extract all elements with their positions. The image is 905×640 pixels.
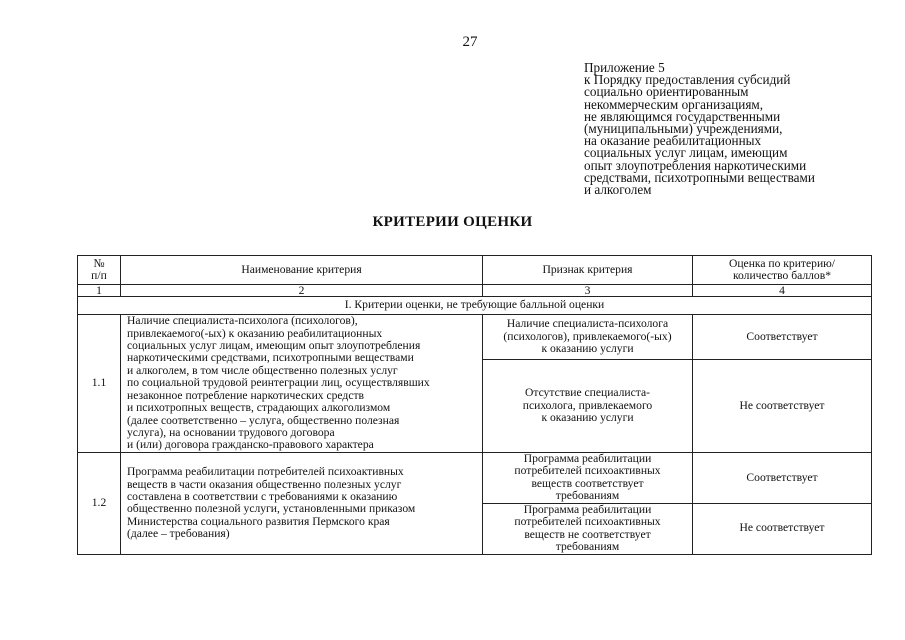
criterion-score: Не соответствует [693,503,872,554]
appendix-line: не являющимся государственными [584,108,781,124]
column-index: 3 [483,285,693,297]
criterion-sign-line: веществ не соответствует [524,527,651,541]
criterion-name-line: (далее соответственно – услуга, общественно полезная [127,413,400,427]
header-criterion-sign: Признак критерия [483,256,693,285]
criterion-sign-line: к оказанию услуги [541,342,634,356]
row-number: 1.2 [78,453,121,555]
criterion-name-line: и психотропных веществ, страдающих алкоголизмом [127,401,391,415]
section-title: I. Критерии оценки, не требующие балльной оценки [78,297,872,315]
criterion-sign-line: потребителей психоактивных [514,515,661,529]
criterion-name-line: социальных услуг лицам, имеющим опыт злоупотребления [127,339,421,353]
header-criterion-name: Наименование критерия [121,256,483,285]
appendix-line: Приложение 5 [584,60,665,75]
appendix-line: опыт злоупотребления наркотическими [584,157,807,173]
criterion-sign [483,503,693,554]
criterion-name [121,453,483,555]
section-row [78,297,872,315]
criterion-sign-line: веществ соответствует [531,476,644,490]
row-number: 1.1 [78,315,121,453]
criterion-name-line: (далее – требования) [127,527,230,541]
appendix-line: средствами, психотропными веществами [584,169,815,185]
header-number-line: п/п [91,269,107,282]
criterion-name-line: и (или) договора гражданско-правового характера [127,438,374,452]
appendix-line: социальных услуг лицам, имеющим [584,145,788,161]
table-row [78,315,872,360]
header-score-line: количество баллов* [732,269,832,282]
appendix-line: к Порядку предоставления субсидий [584,72,791,88]
criterion-name-line: и алкоголем, в том числе общественно полезных услуг [127,363,398,377]
criterion-score: Не соответствует [693,360,872,453]
criterion-name-line: Программа реабилитации потребителей психоактивных [127,465,404,479]
appendix-block [584,62,884,196]
appendix-line: некоммерческим организациям, [584,96,764,112]
criterion-sign-line: к оказанию услуги [541,411,634,425]
criterion-sign-line: Наличие специалиста-психолога [506,317,669,331]
criterion-sign-line: Программа реабилитации [523,452,652,465]
header-score-line: Оценка по критерию/ [728,256,836,270]
header-score [693,256,872,285]
document-title: КРИТЕРИИ ОЦЕНКИ [372,214,533,230]
criterion-name-line: наркотическими средствами, психотропными веществами [127,351,414,365]
appendix-line: социально ориентированным [584,84,749,100]
criterion-sign-line: потребителей психоактивных [514,464,661,478]
criterion-name-line: по социальной трудовой реинтеграции лиц, осуществлявших [127,376,430,390]
criteria-table [77,255,872,555]
column-index: 2 [121,285,483,297]
header-number-line: № [93,256,105,270]
appendix-line: и алкоголем [584,182,652,198]
criterion-name-line: составлена в соответствии с требованиями к оказанию [127,489,398,503]
column-index: 4 [693,285,872,297]
criterion-name-line: привлекаемого(-ых) к оказанию реабилитационных [127,326,383,340]
header-number [78,256,121,285]
criterion-sign-line: требованиям [555,540,620,554]
criterion-sign-line: (психологов), привлекаемого(-ых) [503,329,672,343]
criterion-name-line: услуга), на основании трудового договора [127,425,335,439]
criterion-name-line: незаконное потребление наркотических средств [127,388,365,402]
column-index: 1 [78,285,121,297]
table-header-row [78,256,872,285]
criterion-name [121,315,483,453]
criterion-name-line: Министерства социального развития Пермского края [127,514,390,528]
criterion-sign [483,360,693,453]
appendix-line: на оказание реабилитационных [584,133,762,149]
column-index-row [78,285,872,297]
criterion-sign-line: Отсутствие специалиста- [524,386,651,400]
criterion-score: Соответствует [693,453,872,504]
appendix-line: (муниципальными) учреждениями, [584,121,783,137]
criterion-sign [483,315,693,360]
criterion-sign [483,453,693,504]
page-number: 27 [462,34,478,50]
criterion-name-line: веществ в части оказания общественно полезных услуг [127,477,402,491]
criterion-name-line: общественно полезной услуги, установленными приказом [127,502,416,516]
table-row [78,453,872,504]
criterion-sign-line: требованиям [555,489,620,503]
criterion-sign-line: Программа реабилитации [523,502,652,516]
criterion-name-line: Наличие специалиста-психолога (психологов), [127,314,358,328]
criterion-score: Соответствует [693,315,872,360]
criterion-sign-line: психолога, привлекаемого [522,398,653,412]
